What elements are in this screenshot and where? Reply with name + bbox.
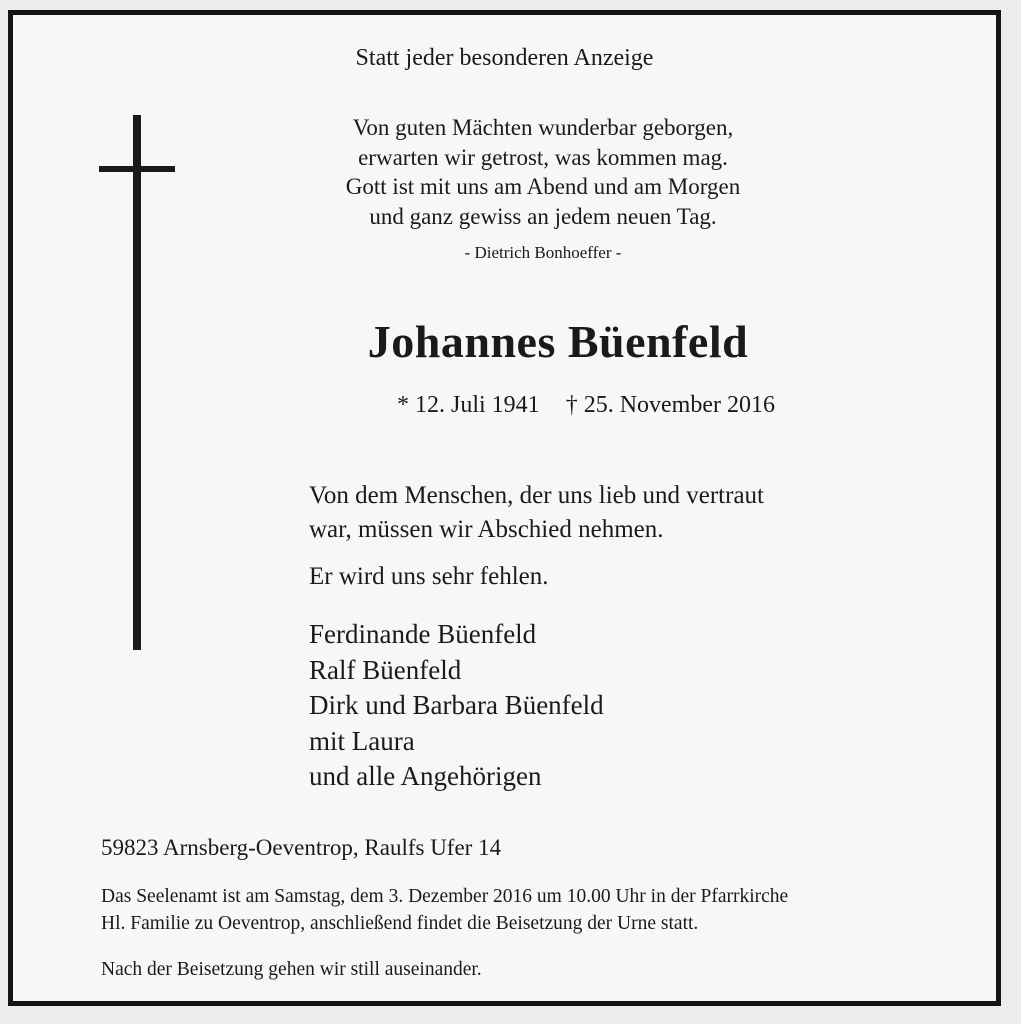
poem-line: und ganz gewiss an jedem neuen Tag.: [369, 203, 717, 229]
farewell-line: war, müssen wir Abschied nehmen.: [309, 516, 664, 543]
birth-date: * 12. Juli 1941: [397, 392, 540, 418]
mourner: und alle Angehörigen: [309, 761, 542, 791]
address: 59823 Arnsberg-Oeventrop, Raulfs Ufer 14: [101, 835, 502, 860]
cross-vertical-bar: [133, 115, 141, 650]
poem-line: Von guten Mächten wunderbar geborgen,: [352, 115, 734, 140]
life-dates: [397, 392, 775, 419]
farewell-text: [309, 479, 764, 547]
service-line: Das Seelenamt ist am Samstag, dem 3. Dezember 2016 um 10.00 Uhr in der Pfarrkirche: [101, 886, 789, 907]
mourner: Ralf Büenfeld: [309, 654, 462, 685]
obituary-notice: [8, 10, 1001, 1006]
mourners-list: [309, 617, 604, 795]
mourner: Ferdinande Büenfeld: [309, 619, 537, 649]
poem-line: erwarten wir getrost, was kommen mag.: [358, 144, 728, 170]
poem-author: - Dietrich Bonhoeffer -: [464, 243, 622, 262]
cross-horizontal-bar: [99, 166, 175, 172]
service-info: [101, 883, 788, 937]
service-line: Hl. Familie zu Oeventrop, anschließend findet die Beisetzung der Urne statt.: [101, 913, 699, 934]
death-date: † 25. November 2016: [565, 392, 775, 418]
missing-text: Er wird uns sehr fehlen.: [309, 563, 549, 590]
cross-icon: [99, 115, 175, 650]
deceased-name: Johannes Büenfeld: [367, 316, 749, 367]
notice-header: Statt jeder besonderen Anzeige: [355, 45, 654, 71]
poem-line: Gott ist mit uns am Abend und am Morgen: [345, 174, 741, 199]
mourner: mit Laura: [309, 725, 415, 756]
farewell-line: Von dem Menschen, der uns lieb und vertraut: [309, 482, 764, 509]
closing-note: Nach der Beisetzung gehen wir still auseinander.: [101, 959, 482, 980]
poem: [313, 113, 773, 231]
mourner: Dirk und Barbara Büenfeld: [309, 690, 604, 720]
